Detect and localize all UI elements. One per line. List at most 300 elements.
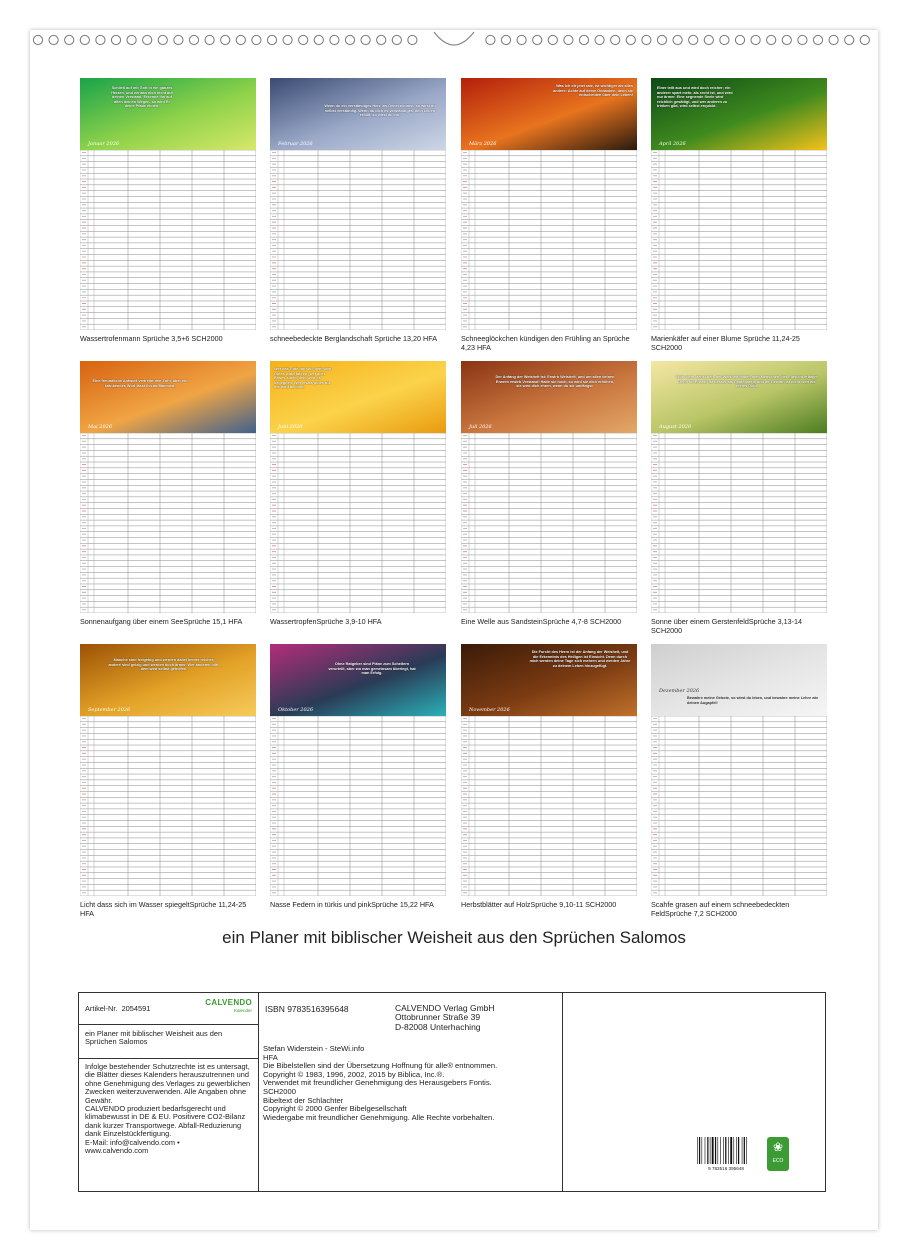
day-marker (463, 464, 467, 465)
day-marker (82, 764, 86, 765)
binding-ring (283, 35, 292, 44)
spiral-binding (0, 0, 908, 50)
day-marker (653, 239, 657, 240)
day-marker (463, 326, 467, 327)
day-marker (653, 280, 657, 281)
binding-ring (548, 35, 557, 44)
day-marker (653, 309, 657, 310)
day-marker (463, 817, 467, 818)
day-marker (272, 563, 276, 564)
binding-ring (798, 35, 807, 44)
day-marker (82, 169, 86, 170)
binding-ring (860, 35, 869, 44)
day-marker (653, 291, 657, 292)
day-marker (82, 481, 86, 482)
day-marker (272, 817, 276, 818)
day-marker (82, 251, 86, 252)
binding-ring (158, 35, 167, 44)
day-marker (272, 262, 276, 263)
day-marker (82, 557, 86, 558)
credit-line: SCH2000 (263, 1086, 296, 1096)
day-marker (653, 175, 657, 176)
day-marker (653, 303, 657, 304)
day-marker (82, 280, 86, 281)
day-marker (82, 499, 86, 500)
day-marker (82, 869, 86, 870)
day-marker (272, 828, 276, 829)
day-marker (82, 233, 86, 234)
day-marker (653, 869, 657, 870)
day-marker (272, 540, 276, 541)
day-marker (653, 181, 657, 182)
day-marker (653, 805, 657, 806)
barcode-bar (717, 1137, 718, 1164)
day-marker (653, 857, 657, 858)
day-marker (272, 881, 276, 882)
day-marker (653, 481, 657, 482)
imprint-column-middle (259, 993, 563, 1191)
day-marker (82, 175, 86, 176)
day-marker (272, 834, 276, 835)
day-marker (463, 764, 467, 765)
day-marker (653, 198, 657, 199)
day-marker (82, 516, 86, 517)
day-marker (82, 718, 86, 719)
day-marker (463, 452, 467, 453)
day-marker (272, 297, 276, 298)
day-marker (463, 487, 467, 488)
day-marker (272, 193, 276, 194)
day-marker (82, 730, 86, 731)
photo-quote: Schließ auf mit Gott in ein ganzes Herzen, und verlass dich nicht auf deinen Verstand. Erkenne Ihn auf allen deinen Wegen, so wird Er deine Pfade ebnen. (111, 86, 173, 109)
day-marker (463, 239, 467, 240)
day-marker (272, 886, 276, 887)
day-marker (463, 303, 467, 304)
day-marker (272, 210, 276, 211)
planner-table (270, 150, 446, 330)
binding-ring (392, 35, 401, 44)
day-marker (272, 846, 276, 847)
planner-table (461, 433, 637, 613)
day-marker (272, 609, 276, 610)
day-marker (653, 794, 657, 795)
day-marker (272, 169, 276, 170)
day-marker (82, 435, 86, 436)
day-marker (272, 458, 276, 459)
day-marker (653, 435, 657, 436)
binding-ring (689, 35, 698, 44)
day-marker (463, 753, 467, 754)
day-marker (653, 551, 657, 552)
day-marker (82, 586, 86, 587)
day-marker (463, 586, 467, 587)
day-marker (82, 759, 86, 760)
day-marker (653, 187, 657, 188)
day-marker (463, 799, 467, 800)
day-marker (653, 563, 657, 564)
day-marker (653, 580, 657, 581)
day-marker (272, 152, 276, 153)
day-marker (272, 435, 276, 436)
day-marker (653, 534, 657, 535)
day-marker (82, 320, 86, 321)
day-marker (653, 592, 657, 593)
day-marker (653, 326, 657, 327)
month-name: Februar 2026 (278, 141, 313, 147)
day-marker (272, 268, 276, 269)
day-marker (463, 158, 467, 159)
day-marker (272, 747, 276, 748)
day-marker (653, 764, 657, 765)
binding-ring (517, 35, 526, 44)
binding-ring (564, 35, 573, 44)
day-marker (463, 846, 467, 847)
day-marker (272, 759, 276, 760)
day-marker (82, 834, 86, 835)
day-marker (653, 164, 657, 165)
binding-ring (65, 35, 74, 44)
day-marker (82, 598, 86, 599)
image-credits (263, 1045, 559, 1122)
day-marker (463, 447, 467, 448)
day-marker (272, 187, 276, 188)
day-marker (82, 245, 86, 246)
day-marker (272, 470, 276, 471)
binding-ring (579, 35, 588, 44)
day-marker (82, 741, 86, 742)
day-marker (463, 481, 467, 482)
day-marker (653, 228, 657, 229)
day-marker (653, 776, 657, 777)
day-marker (463, 540, 467, 541)
binding-ring (96, 35, 105, 44)
day-marker (463, 534, 467, 535)
day-marker (463, 280, 467, 281)
day-marker (653, 574, 657, 575)
month-name: März 2026 (469, 141, 497, 147)
day-marker (653, 297, 657, 298)
month-name: Januar 2026 (88, 141, 120, 147)
day-marker (463, 580, 467, 581)
day-marker (463, 470, 467, 471)
day-marker (463, 741, 467, 742)
day-marker (653, 222, 657, 223)
day-marker (463, 505, 467, 506)
credit-line: HFA (263, 1052, 278, 1062)
binding-ring (595, 35, 604, 44)
binding-ring (657, 35, 666, 44)
barcode-bar (744, 1137, 745, 1164)
day-marker (82, 528, 86, 529)
day-marker (653, 886, 657, 887)
day-marker (272, 441, 276, 442)
binding-ring (845, 35, 854, 44)
month-caption: schneebedeckte Berglandschaft Sprüche 13,20 HFA (270, 334, 438, 343)
day-marker (272, 603, 276, 604)
day-marker (653, 770, 657, 771)
day-marker (82, 788, 86, 789)
day-marker (82, 863, 86, 864)
day-marker (272, 735, 276, 736)
day-marker (463, 315, 467, 316)
month-photo (651, 361, 827, 433)
barcode-bar (723, 1137, 724, 1164)
day-marker (653, 464, 657, 465)
day-marker (653, 557, 657, 558)
day-marker (82, 204, 86, 205)
credit-line: Wiedergabe mit freundlicher Genehmigung. Alle Rechte vorbehalten. (263, 1112, 495, 1122)
day-marker (272, 198, 276, 199)
leaf-icon: ❀ (772, 1140, 784, 1154)
day-marker (82, 493, 86, 494)
month-photo (461, 361, 637, 433)
day-marker (653, 817, 657, 818)
month-name: Juli 2026 (469, 424, 492, 430)
hanger-notch (434, 32, 474, 45)
day-marker (272, 274, 276, 275)
binding-ring (611, 35, 620, 44)
month-caption: Schneeglöckchen kündigen den Frühling an Sprüche 4,23 HFA (461, 334, 630, 352)
day-marker (653, 476, 657, 477)
day-marker (463, 181, 467, 182)
day-marker (463, 516, 467, 517)
day-marker (272, 516, 276, 517)
day-marker (653, 169, 657, 170)
day-marker (463, 857, 467, 858)
day-marker (82, 545, 86, 546)
binding-ring (299, 35, 308, 44)
isbn: ISBN 9783516395648 (265, 1004, 349, 1014)
day-marker (463, 823, 467, 824)
day-marker (653, 828, 657, 829)
binding-ring (49, 35, 58, 44)
day-marker (653, 881, 657, 882)
day-marker (272, 175, 276, 176)
day-marker (463, 286, 467, 287)
barcode-bar (715, 1137, 716, 1164)
binding-ring (377, 35, 386, 44)
day-marker (82, 782, 86, 783)
day-marker (653, 233, 657, 234)
legal-notes: Infolge bestehender Schutzrechte ist es untersagt, die Blätter dieses Kalenders herauszutrennen und ohne Genehmigung des Verlages zu gewerblichen Zwecken weiterzuverwenden. Alle Angaben ohne Gewähr. CALVENDO produziert bedarfsgerecht und klimabewusst in DE & EU. Positivere CO2-Bilanz dank kurzer Transportwege. Abfall-Reduzierung dank Einzelstückfertigung. E-Mail: info@calvendo.com • www.calvendo.com (85, 1062, 251, 1156)
day-marker (82, 857, 86, 858)
barcode-bar (742, 1137, 743, 1164)
day-marker (653, 286, 657, 287)
day-marker (272, 776, 276, 777)
day-marker (82, 609, 86, 610)
photo-quote: Ohne Ratgeber sind Pläne zum Scheitern verurteilt, aber wo man gemeinsam überlegt, hat man Erfolg. (328, 662, 416, 676)
binding-ring (704, 35, 713, 44)
planner-table (651, 433, 827, 613)
day-marker (463, 528, 467, 529)
eco-badge: ❀ ECO (767, 1137, 789, 1171)
day-marker (272, 522, 276, 523)
day-marker (82, 441, 86, 442)
month-caption: WassertropfenSprüche 3,9-10 HFA (270, 617, 382, 626)
day-marker (272, 447, 276, 448)
month-name: Juni 2026 (278, 424, 303, 430)
day-marker (463, 222, 467, 223)
day-marker (272, 245, 276, 246)
binding-ring (236, 35, 245, 44)
month-caption: Wassertrofenmann Sprüche 3,5+6 SCH2000 (80, 334, 223, 343)
day-marker (272, 228, 276, 229)
month-photo (80, 644, 256, 716)
month-caption: Nasse Federn in türkis und pinkSprüche 15,22 HFA (270, 900, 434, 909)
day-marker (82, 303, 86, 304)
day-marker (653, 210, 657, 211)
binding-ring (80, 35, 89, 44)
day-marker (82, 846, 86, 847)
day-marker (653, 811, 657, 812)
day-marker (82, 805, 86, 806)
day-marker (272, 840, 276, 841)
month-name: August 2026 (659, 424, 692, 430)
day-marker (82, 522, 86, 523)
day-marker (272, 574, 276, 575)
day-marker (272, 528, 276, 529)
day-marker (653, 586, 657, 587)
day-marker (653, 257, 657, 258)
day-marker (82, 257, 86, 258)
day-marker (463, 557, 467, 558)
day-marker (82, 881, 86, 882)
day-marker (272, 823, 276, 824)
day-marker (82, 563, 86, 564)
photo-quote: Wenn du ein verständiges Herz ins Gebet nimmst, so wirst du selbst verständig. Wenn du dich es verständiges, dein Leben erfüllt, so wirst du ihn. (324, 104, 436, 118)
day-marker (82, 222, 86, 223)
day-marker (272, 545, 276, 546)
day-marker (463, 598, 467, 599)
day-marker (82, 452, 86, 453)
day-marker (463, 435, 467, 436)
day-marker (272, 788, 276, 789)
day-marker (653, 846, 657, 847)
planner-table (80, 150, 256, 330)
day-marker (463, 493, 467, 494)
day-marker (463, 875, 467, 876)
day-marker (272, 857, 276, 858)
day-marker (653, 458, 657, 459)
day-marker (653, 892, 657, 893)
day-marker (82, 458, 86, 459)
day-marker (463, 886, 467, 887)
binding-ring (189, 35, 198, 44)
day-marker (272, 592, 276, 593)
day-marker (463, 759, 467, 760)
day-marker (653, 540, 657, 541)
barcode-bar (697, 1137, 698, 1164)
day-marker (272, 805, 276, 806)
day-marker (653, 505, 657, 506)
day-marker (272, 741, 276, 742)
day-marker (82, 875, 86, 876)
day-marker (653, 747, 657, 748)
day-marker (82, 193, 86, 194)
article-section (79, 993, 258, 1025)
month-caption: Licht dass sich im Wasser spiegeltSprüche 11,24-25 HFA (80, 900, 247, 918)
day-marker (272, 222, 276, 223)
day-marker (272, 718, 276, 719)
day-marker (272, 869, 276, 870)
binding-ring (501, 35, 510, 44)
binding-ring (143, 35, 152, 44)
day-marker (82, 164, 86, 165)
month-name: Dezember 2026 (659, 688, 700, 694)
day-marker (653, 782, 657, 783)
day-marker (272, 158, 276, 159)
day-marker (272, 511, 276, 512)
day-marker (272, 505, 276, 506)
day-marker (463, 869, 467, 870)
barcode-bar (705, 1137, 706, 1164)
binding-ring (174, 35, 183, 44)
binding-ring (361, 35, 370, 44)
day-marker (463, 776, 467, 777)
day-marker (463, 257, 467, 258)
day-marker (82, 840, 86, 841)
day-marker (82, 735, 86, 736)
publisher-address (395, 1004, 495, 1032)
binding-ring (720, 35, 729, 44)
day-marker (82, 315, 86, 316)
month-photo (270, 361, 446, 433)
day-marker (653, 447, 657, 448)
month-caption: Scahfe grasen auf einem schneebedeckten FeldSprüche 7,2 SCH2000 (651, 900, 790, 918)
binding-ring (330, 35, 339, 44)
credit-line: Die Bibelstellen sind der Übersetzung Hoffnung für alle® entnommen. (263, 1061, 498, 1071)
barcode-bar (746, 1137, 747, 1164)
day-marker (82, 892, 86, 893)
binding-ring (673, 35, 682, 44)
day-marker (82, 297, 86, 298)
day-marker (463, 592, 467, 593)
article-number: Artikel-Nr. 2054591 (85, 1004, 151, 1013)
planner-table (270, 433, 446, 613)
day-marker (82, 817, 86, 818)
photo-quote: Eine freundliche Antwort vertreibt den Zorn, aber ein kränkendes Wort lässt ihn aufflammen. (92, 379, 188, 388)
day-marker (82, 274, 86, 275)
photo-quote: Der Anfang der Weisheit ist: Erwirb Weisheit, und um allen deinen Erwerb erwirb Verstand! Halte sie hoch, so wird sie dich erhöhen, sie wird dich ehren, wenn du sie umfängst. (495, 375, 615, 389)
day-marker (272, 551, 276, 552)
publisher-line: D-82008 Unterhaching (395, 1021, 481, 1032)
day-marker (82, 158, 86, 159)
day-marker (82, 852, 86, 853)
day-marker (82, 476, 86, 477)
barcode-bar (738, 1137, 739, 1164)
binding-ring (111, 35, 120, 44)
binding-ring (642, 35, 651, 44)
day-marker (463, 198, 467, 199)
day-marker (653, 499, 657, 500)
day-marker (653, 158, 657, 159)
day-marker (272, 481, 276, 482)
day-marker (463, 476, 467, 477)
day-marker (653, 852, 657, 853)
day-marker (82, 152, 86, 153)
day-marker (82, 580, 86, 581)
day-marker (653, 320, 657, 321)
day-marker (82, 592, 86, 593)
day-marker (653, 452, 657, 453)
day-marker (463, 563, 467, 564)
day-marker (272, 794, 276, 795)
day-marker (653, 603, 657, 604)
day-marker (653, 759, 657, 760)
barcode-bar (725, 1137, 726, 1164)
day-marker (653, 493, 657, 494)
day-marker (463, 545, 467, 546)
